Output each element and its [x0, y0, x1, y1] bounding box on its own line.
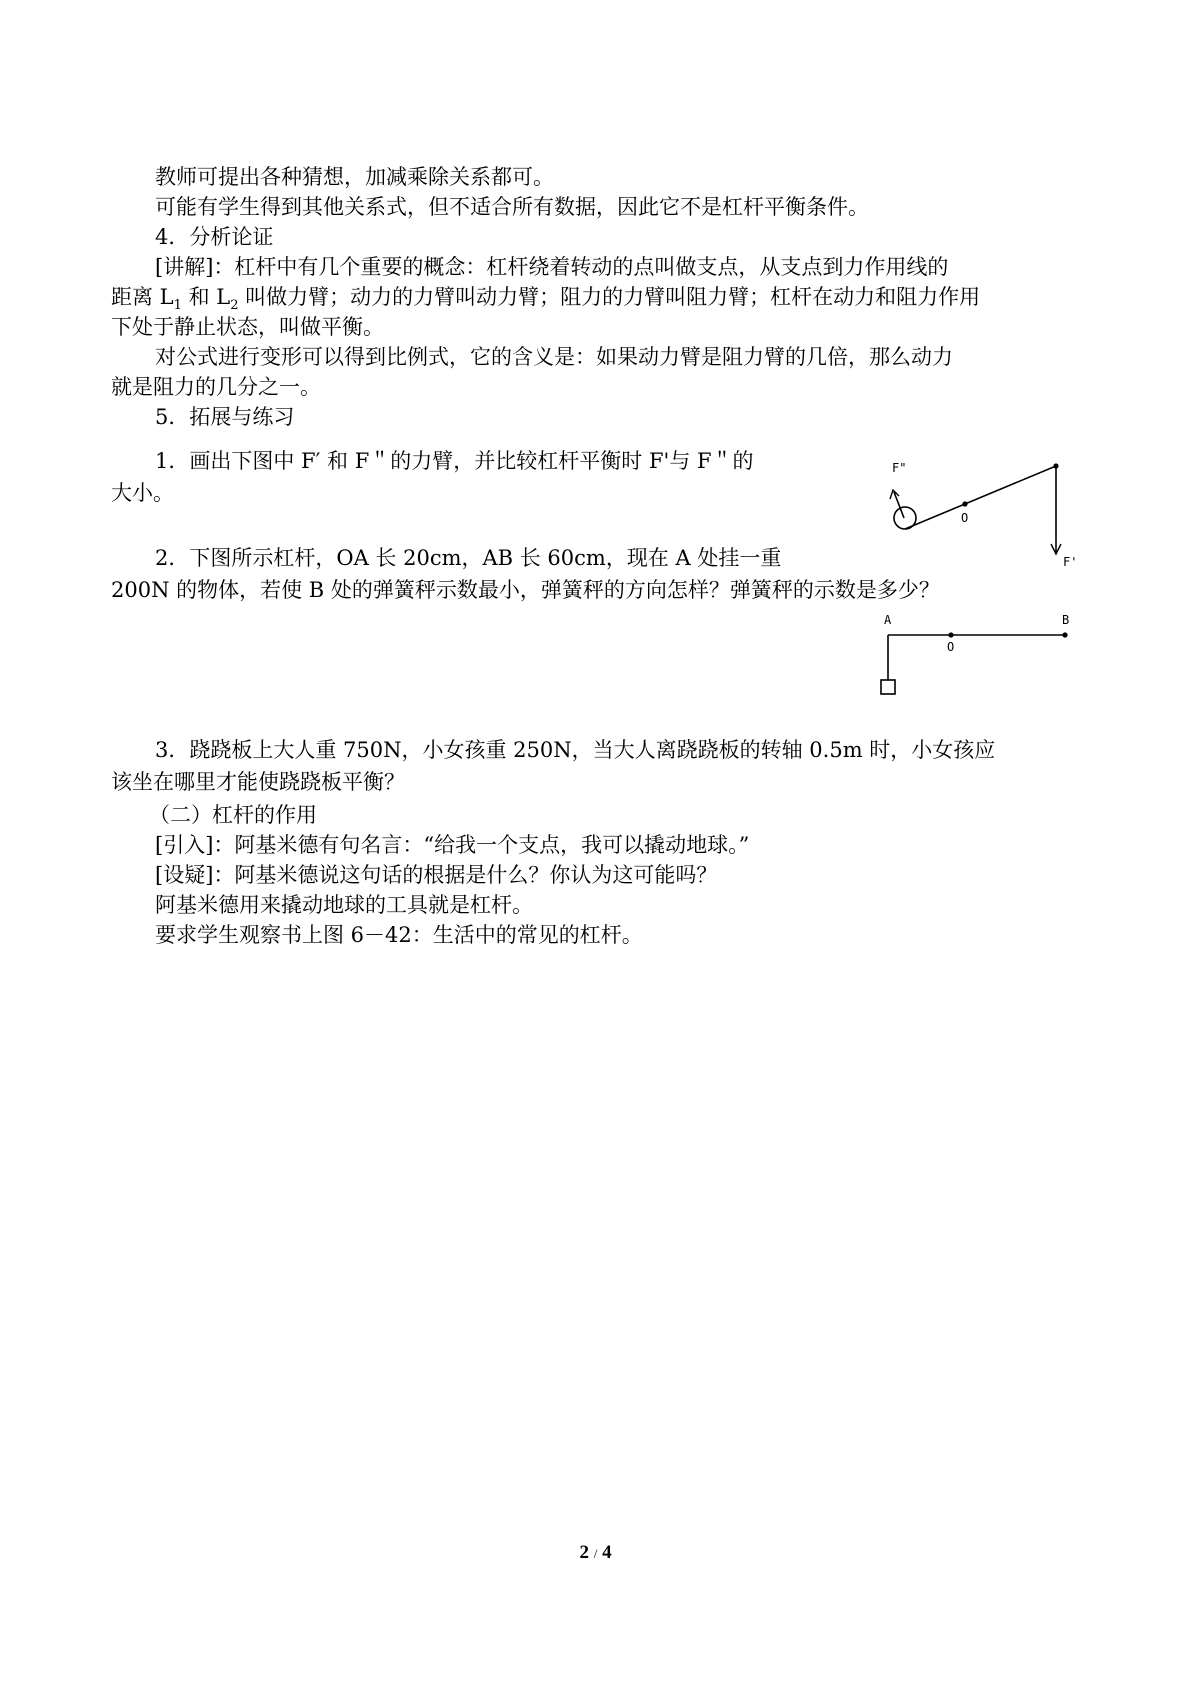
paragraph-line: 下处于静止状态，叫做平衡。: [111, 315, 384, 339]
lever-bar: [905, 466, 1056, 529]
paragraph-line: 距离 $L_1$ 和 $L_2$ 叫做力臂；动力的力臂叫动力臂；阻力的力臂叫阻力臂；杠杆在动力和阻力作用: [111, 285, 981, 314]
subscript: 1: [173, 298, 182, 314]
label-o: O: [961, 511, 969, 525]
section-heading: 4．分析论证: [155, 225, 274, 249]
paragraph-line: 对公式进行变形可以得到比例式，它的含义是：如果动力臂是阻力臂的几倍，那么动力: [155, 345, 953, 369]
page-number: 2 / 4: [579, 1542, 612, 1563]
weight-box: [881, 680, 895, 694]
exercise-line: 2．下图所示杠杆，OA 长 20cm，AB 长 60cm，现在 A 处挂一重: [155, 546, 782, 570]
label-a: A: [884, 613, 892, 627]
paragraph-line: [讲解]：杠杆中有几个重要的概念：杠杆绕着转动的点叫做支点，从支点到力作用线的: [155, 255, 949, 279]
label-b: B: [1062, 613, 1070, 627]
paragraph-line: 就是阻力的几分之一。: [111, 375, 321, 399]
section-heading: 5．拓展与练习: [155, 405, 295, 429]
label-o: O: [947, 640, 955, 654]
exercise-line: 200N 的物体，若使 B 处的弹簧秤示数最小，弹簧秤的方向怎样？弹簧秤的示数是多少？: [111, 578, 940, 602]
exercise-line: 该坐在哪里才能使跷跷板平衡？: [111, 770, 405, 794]
pivot-point: [962, 501, 967, 506]
paragraph-line: 教师可提出各种猜想，加减乘除关系都可。: [155, 165, 554, 189]
label-f-prime: F': [1063, 555, 1078, 569]
paragraph-line: 阿基米德用来撬动地球的工具就是杠杆。: [155, 893, 533, 917]
section-heading: （二）杠杆的作用: [149, 803, 317, 827]
exercise-line: 1．画出下图中 F′ 和 F＂的力臂，并比较杠杆平衡时 F'与 F＂的: [155, 449, 754, 473]
paragraph-line: 可能有学生得到其他关系式，但不适合所有数据，因此它不是杠杆平衡条件。: [155, 195, 869, 219]
lever-figure-1: [880, 450, 1080, 570]
end-point: [1053, 463, 1058, 468]
paragraph-line: [引入]：阿基米德有句名言：“给我一个支点，我可以撬动地球。”: [155, 833, 750, 857]
subscript: 2: [230, 298, 239, 314]
exercise-line: 3．跷跷板上大人重 750N，小女孩重 250N，当大人离跷跷板的转轴 0.5m 时，小女孩应: [155, 738, 996, 762]
paragraph-line: 要求学生观察书上图 6－42：生活中的常见的杠杆。: [155, 923, 643, 947]
end-point-b: [1062, 632, 1067, 637]
pivot-point: [948, 632, 953, 637]
label-f-double-prime: F": [892, 461, 907, 475]
exercise-line: 大小。: [111, 481, 174, 505]
paragraph-line: [设疑]：阿基米德说这句话的根据是什么？你认为这可能吗？: [155, 863, 718, 887]
lever-figure-2: [860, 612, 1090, 712]
